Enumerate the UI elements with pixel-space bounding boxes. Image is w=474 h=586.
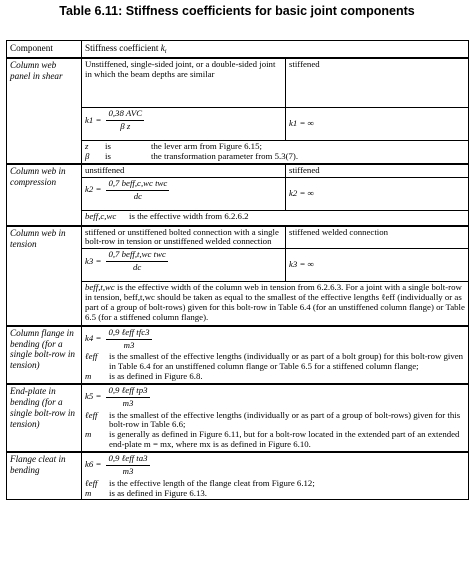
component-cell: Column web panel in shear [7,58,82,164]
component-cell: End-plate in bending (for a single bolt-row in tension) [7,384,82,452]
table-row [7,452,469,500]
unstiffened-label: unstiffened [85,164,125,175]
definition: ℓeff is the effective length of the flange cleat from Figure 6.12; [85,477,315,488]
stiffened-formula: k2 = ∞ [289,187,314,198]
definition: z is the lever arm from Figure 6.15; [85,141,262,152]
definition: m is generally as defined in Figure 6.11, but for a bolt-row located in the extended part of an extended end-plate m = mx, where mx is as defined in Figure 6.10. [85,429,460,450]
formula: k3 = $\frac{\text{0,7 beff,t,wc twc}}{dc}$ [85,249,166,273]
definition: beff,c,wc is the effective width from 6.2.6.2 [85,210,249,221]
formula: k6 = $\frac{\text{0,9 ℓeff ta3}}{m3}$ [85,452,148,476]
stiffness-table [6,40,469,500]
component-cell: Column flange in bending (for a single bolt-row in tension) [7,326,82,384]
formula: k4 = $\frac{\text{0,9 ℓeff tfc3}}{m3}$ [85,326,150,350]
table-row [7,326,469,384]
table-row [7,58,469,164]
stiffened-formula: k3 = ∞ [289,259,314,270]
table-row [7,384,469,452]
page-title: Table 6.11: Stiffness coefficients for basic joint components [59,4,415,18]
formula: k2 = $\frac{\text{0,7 beff,c,wc twc}}{dc}$ [85,177,168,201]
definition: β is the transformation parameter from 5.3(7). [85,151,299,162]
stiffened-label: stiffened [285,59,468,107]
header-stiffness: Stiffness coefficient $k_i$ [82,41,469,59]
component-cell: Column web in compression [7,164,82,226]
definition: ℓeff is the smallest of the effective lengths (individually or as part of a bolt group) for this bolt-row given in Table 6.4 for an unstiffened column flange or Table 6.5 for a stiffened column flange; [85,351,464,372]
definition: beff,t,wc is the effective width of the column web in tension from 6.2.6.3. For a joint with a single bolt-row in tension, beff,t,wc should be taken as equal to the smallest of the effective lengths ℓeff (individually or as part of a group of bolt-rows) given for this bolt-row in Table 6.4 (for an unstiffened column flange) or Table 6.5 (for a stiffened column flange). [85,282,465,322]
table-row [7,226,469,326]
component-cell: Flange cleat in bending [7,452,82,500]
table-row [7,164,469,226]
formula: k1 = $\frac{\text{0,38 AVC}}{\text{β z}}$ [85,108,143,132]
unstiffened-label: stiffened or unstiffened bolted connection with a single bolt-row in tension or unstiffened welded connection [85,226,279,247]
stiffened-label: stiffened welded connection [285,227,468,249]
component-cell: Column web in tension [7,226,82,326]
stiffened-formula: k1 = ∞ [289,118,314,129]
table-header-row [7,41,469,59]
header-component: Component [7,41,82,59]
formula: k5 = $\frac{\text{0,9 ℓeff tp3}}{m3}$ [85,384,148,408]
definition: ℓeff is the smallest of the effective lengths (individually or as part of a group of bolt-rows) given for this bolt-row in Table 6.6; [85,409,461,430]
definition: m is as defined in Figure 6.8. [85,371,203,382]
unstiffened-label: Unstiffened, single-sided joint, or a double-sided joint in which the beam depths are similar [85,59,276,80]
definition: m is as defined in Figure 6.13. [85,487,207,498]
stiffened-label: stiffened [285,165,468,177]
